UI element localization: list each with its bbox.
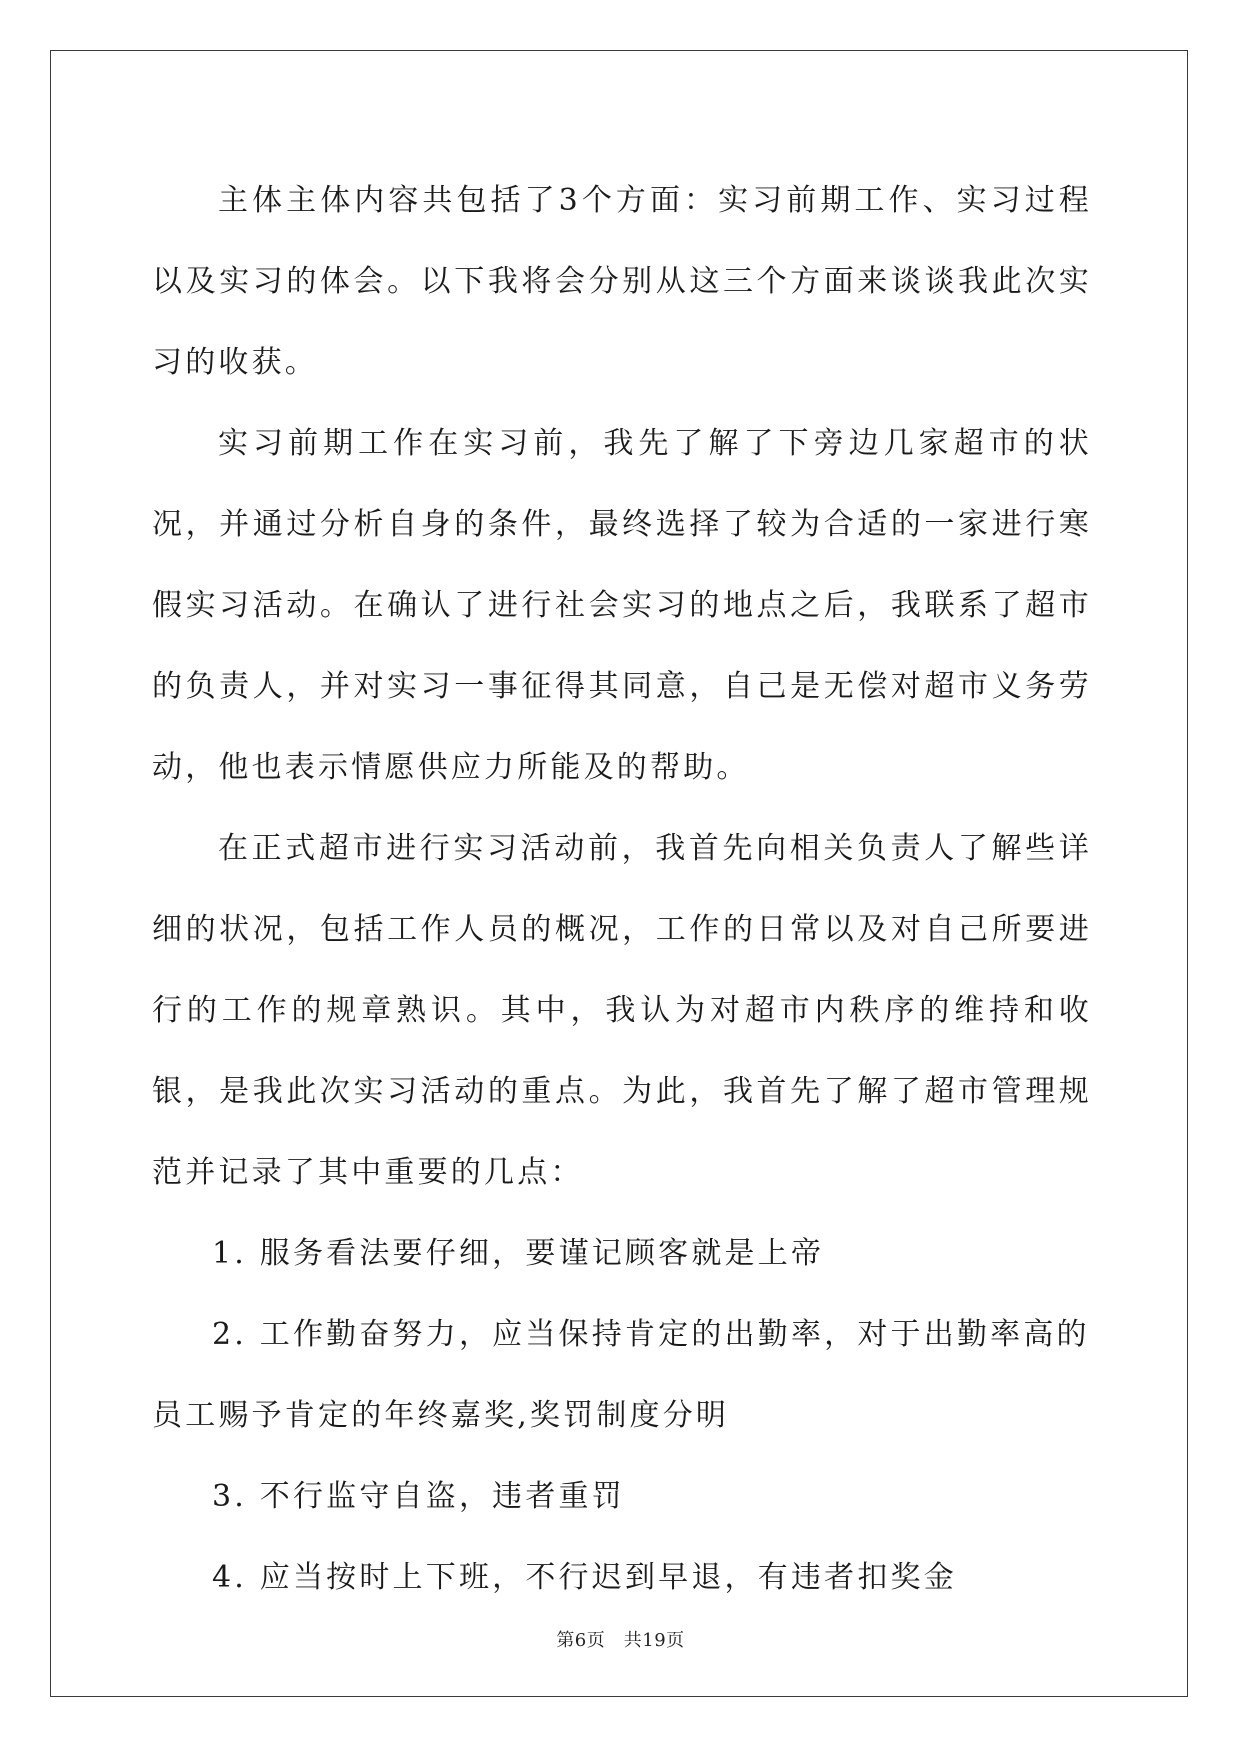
paragraph: 在正式超市进行实习活动前，我首先向相关负责人了解些详细的状况，包括工作人员的概况，工作的日常以及对自己所要进行的工作的规章熟识。其中，我认为对超市内秩序的维持和收银，是我此次实习活动的重点。为此，我首先了解了超市管理规范并记录了其中重要的几点：	[152, 831, 1092, 1190]
document-body	[152, 160, 1092, 1618]
paragraph: 实习前期工作在实习前，我先了解了下旁边几家超市的状况，并通过分析自身的条件，最终选择了较为合适的一家进行寒假实习活动。在确认了进行社会实习的地点之后，我联系了超市的负责人，并对实习一事征得其同意，自己是无偿对超市义务劳动，他也表示情愿供应力所能及的帮助。	[152, 426, 1092, 785]
list-item: 3. 不行监守自盗，违者重罚	[212, 1479, 625, 1514]
list-item: 4. 应当按时上下班，不行迟到早退，有违者扣奖金	[212, 1560, 957, 1595]
page-footer	[0, 1626, 1241, 1652]
paragraph: 主体主体内容共包括了3个方面：实习前期工作、实习过程以及实习的体会。以下我将会分别从这三个方面来谈谈我此次实习的收获。	[152, 183, 1092, 380]
list-item: 1. 服务看法要仔细，要谨记顾客就是上帝	[212, 1236, 825, 1271]
list-item: 2. 工作勤奋努力，应当保持肯定的出勤率，对于出勤率高的员工赐予肯定的年终嘉奖,奖罚制度分明	[152, 1317, 1090, 1433]
page-number: 第6页 共19页	[556, 1630, 685, 1651]
